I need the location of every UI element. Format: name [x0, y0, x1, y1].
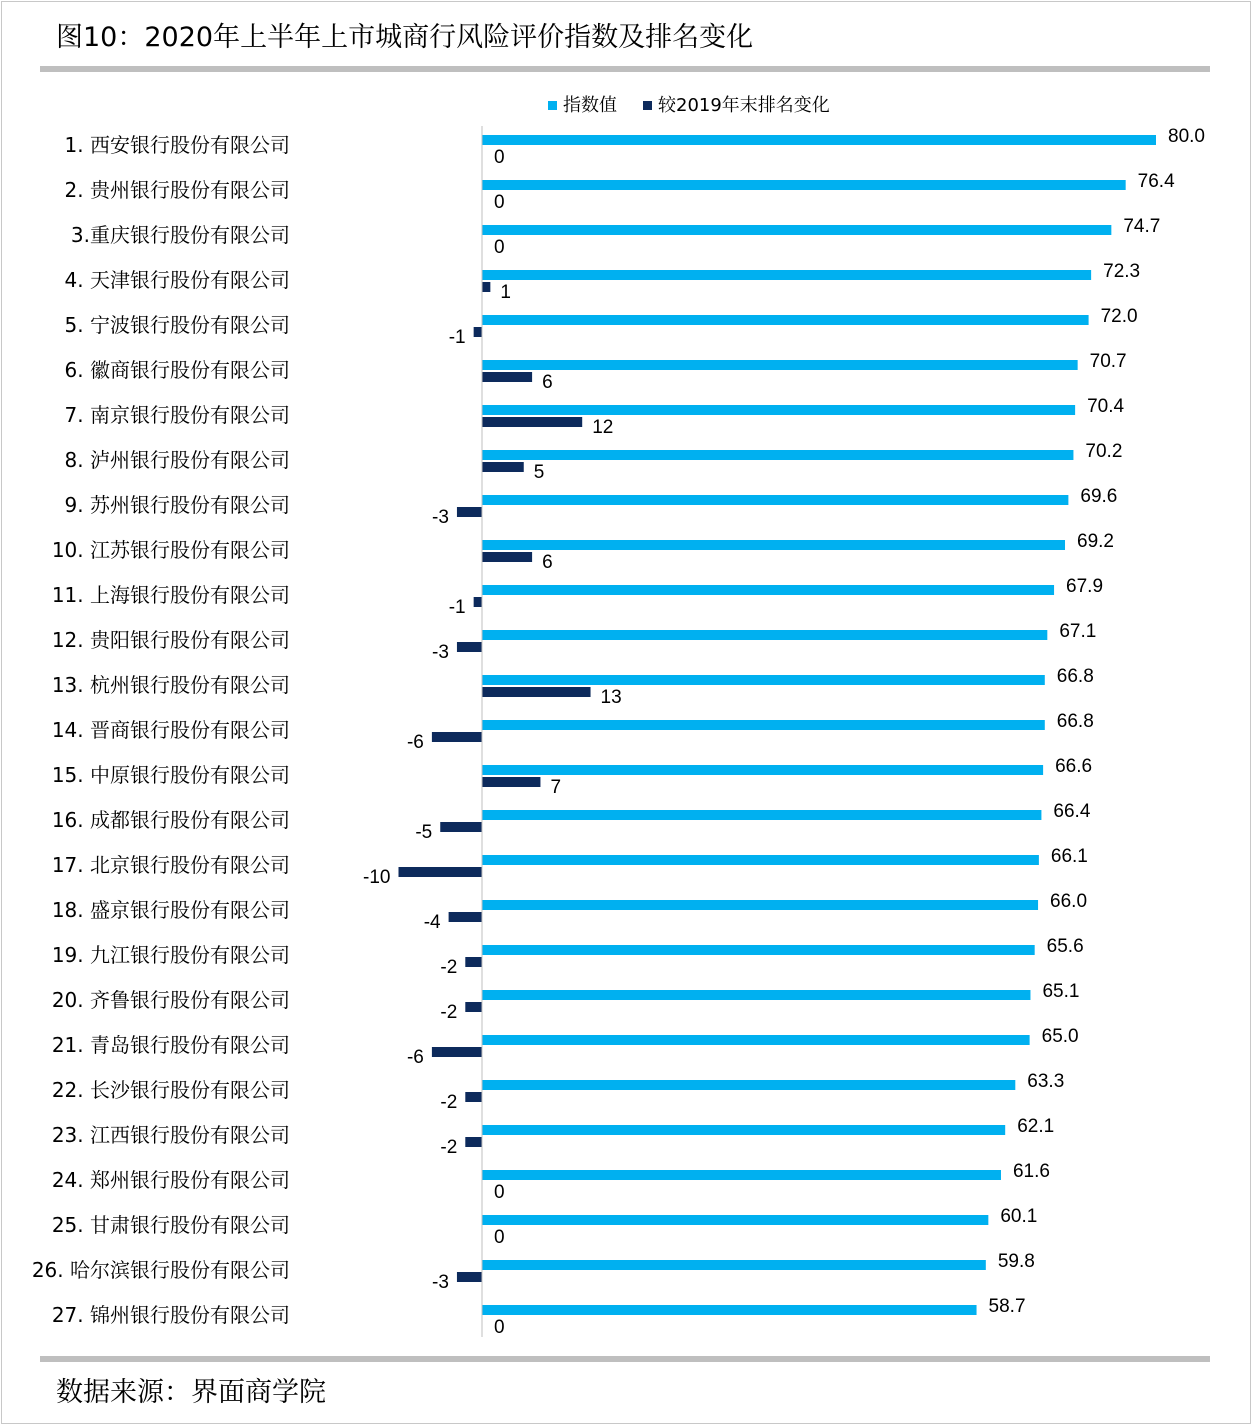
- bank-row: [52, 666, 1094, 708]
- index-bar: [482, 135, 1156, 145]
- category-label: 3.重庆银行股份有限公司: [70, 223, 290, 247]
- rank-change-bar: [457, 1272, 482, 1282]
- rank-change-label: 5: [533, 462, 545, 483]
- index-bar: [482, 1035, 1030, 1045]
- bank-row: [32, 1251, 1035, 1293]
- category-label: 27. 锦州银行股份有限公司: [51, 1303, 290, 1327]
- category-label: 14. 晋商银行股份有限公司: [51, 718, 290, 742]
- index-value-label: 69.6: [1080, 486, 1118, 507]
- bank-row: [52, 981, 1080, 1023]
- rank-change-bar: [482, 417, 582, 427]
- bank-row: [52, 711, 1094, 753]
- bank-row: [52, 1296, 1026, 1338]
- rank-change-label: 0: [494, 237, 505, 258]
- rank-change-label: 13: [600, 687, 622, 708]
- category-label: 4. 天津银行股份有限公司: [64, 268, 290, 292]
- rank-change-label: 0: [494, 1227, 505, 1248]
- rank-change-label: -1: [448, 327, 466, 348]
- rank-change-bar: [482, 777, 540, 787]
- index-value-label: 66.6: [1055, 756, 1093, 777]
- rank-change-bar: [449, 912, 482, 922]
- rank-change-bar: [482, 687, 591, 697]
- index-bar: [482, 810, 1041, 820]
- bank-row: [65, 306, 1138, 348]
- rank-change-label: -6: [406, 1047, 424, 1068]
- category-label: 22. 长沙银行股份有限公司: [51, 1078, 290, 1102]
- index-bar: [482, 315, 1089, 325]
- bar-chart: [0, 80, 1254, 1350]
- category-label: 6. 徽商银行股份有限公司: [64, 358, 290, 382]
- rank-change-bar: [482, 462, 524, 472]
- rank-change-label: -1: [448, 597, 466, 618]
- rank-change-bar: [432, 732, 482, 742]
- index-bar: [482, 855, 1039, 865]
- index-bar: [482, 720, 1045, 730]
- top-divider: [40, 66, 1210, 72]
- category-label: 26. 哈尔滨银行股份有限公司: [31, 1258, 290, 1282]
- rank-change-label: 0: [494, 1182, 505, 1203]
- index-value-label: 66.8: [1056, 666, 1094, 687]
- rank-change-bar: [465, 1092, 482, 1102]
- category-label: 18. 盛京银行股份有限公司: [51, 898, 290, 922]
- index-value-label: 67.1: [1059, 621, 1097, 642]
- rank-change-label: 6: [542, 372, 553, 393]
- bank-row: [52, 621, 1096, 663]
- rank-change-bar: [474, 597, 482, 607]
- rank-change-label: -5: [415, 822, 433, 843]
- legend: [548, 94, 830, 116]
- rank-change-label: 6: [542, 552, 553, 573]
- rank-change-label: -10: [363, 867, 391, 888]
- rank-change-label: -4: [423, 912, 441, 933]
- category-label: 5. 宁波银行股份有限公司: [64, 313, 290, 337]
- index-bar: [482, 1170, 1001, 1180]
- category-label: 13. 杭州银行股份有限公司: [51, 673, 290, 697]
- bank-row: [71, 216, 1160, 258]
- rank-change-bar: [482, 552, 532, 562]
- index-value-label: 65.0: [1041, 1026, 1079, 1047]
- index-bar: [482, 270, 1091, 280]
- bottom-divider: [40, 1356, 1210, 1362]
- rank-change-label: 0: [494, 147, 505, 168]
- index-bar: [482, 990, 1030, 1000]
- index-value-label: 72.0: [1100, 306, 1138, 327]
- category-label: 7. 南京银行股份有限公司: [64, 403, 290, 427]
- index-value-label: 62.1: [1017, 1116, 1055, 1137]
- legend-swatch-2: [643, 101, 652, 110]
- bank-row: [65, 126, 1205, 168]
- index-bar: [482, 180, 1126, 190]
- bank-row: [52, 1206, 1037, 1248]
- category-label: 24. 郑州银行股份有限公司: [51, 1168, 290, 1192]
- rank-change-bar: [432, 1047, 482, 1057]
- bank-row: [65, 441, 1123, 483]
- category-label: 17. 北京银行股份有限公司: [51, 853, 290, 877]
- category-label: 11. 上海银行股份有限公司: [51, 583, 290, 607]
- index-bar: [482, 450, 1073, 460]
- rank-change-bar: [399, 867, 483, 877]
- rank-change-bar: [457, 507, 482, 517]
- index-value-label: 70.4: [1087, 396, 1125, 417]
- index-bar: [482, 585, 1054, 595]
- index-bar: [482, 360, 1078, 370]
- rank-change-bar: [465, 1137, 482, 1147]
- index-value-label: 80.0: [1168, 126, 1205, 147]
- rank-change-bar: [474, 327, 482, 337]
- index-value-label: 66.1: [1050, 846, 1088, 867]
- category-label: 2. 贵州银行股份有限公司: [64, 178, 290, 202]
- bank-row: [65, 261, 1141, 303]
- bank-row: [52, 1071, 1064, 1113]
- index-bar: [482, 945, 1035, 955]
- rank-change-label: -3: [432, 507, 449, 528]
- index-value-label: 65.6: [1046, 936, 1084, 957]
- index-value-label: 61.6: [1012, 1161, 1050, 1182]
- legend-swatch-1: [548, 101, 557, 110]
- index-value-label: 66.8: [1056, 711, 1094, 732]
- category-label: 1. 西安银行股份有限公司: [64, 133, 290, 157]
- bank-row: [52, 756, 1092, 798]
- category-label: 9. 苏州银行股份有限公司: [64, 493, 290, 517]
- index-value-label: 69.2: [1077, 531, 1114, 552]
- index-value-label: 65.1: [1042, 981, 1080, 1002]
- category-label: 23. 江西银行股份有限公司: [51, 1123, 290, 1147]
- bank-row: [52, 1161, 1050, 1203]
- index-bar: [482, 630, 1047, 640]
- rank-change-bar: [457, 642, 482, 652]
- rank-change-bar: [440, 822, 482, 832]
- index-bar: [482, 495, 1068, 505]
- index-bar: [482, 675, 1045, 685]
- index-bar: [482, 405, 1075, 415]
- rank-change-label: -3: [432, 642, 449, 663]
- index-value-label: 70.2: [1085, 441, 1123, 462]
- index-bar: [482, 1080, 1015, 1090]
- rank-change-label: 7: [550, 777, 562, 798]
- chart-title: 图10：2020年上半年上市城商行风险评价指数及排名变化: [56, 22, 754, 53]
- index-value-label: 66.4: [1053, 801, 1091, 822]
- category-label: 16. 成都银行股份有限公司: [51, 808, 290, 832]
- category-label: 15. 中原银行股份有限公司: [51, 763, 290, 787]
- category-label: 8. 泸州银行股份有限公司: [64, 448, 290, 472]
- index-value-label: 70.7: [1089, 351, 1127, 372]
- index-bar: [482, 1260, 986, 1270]
- index-bar: [482, 1125, 1005, 1135]
- category-label: 19. 九江银行股份有限公司: [51, 943, 290, 967]
- rank-change-label: -3: [432, 1272, 449, 1293]
- index-value-label: 58.7: [988, 1296, 1026, 1317]
- index-value-label: 59.8: [997, 1251, 1035, 1272]
- rank-change-label: -2: [440, 957, 458, 978]
- category-label: 10. 江苏银行股份有限公司: [51, 538, 290, 562]
- rank-change-label: -2: [440, 1137, 458, 1158]
- index-bar: [482, 900, 1038, 910]
- legend-label-2: 较2019年末排名变化: [658, 95, 830, 116]
- bank-row: [52, 531, 1114, 573]
- rank-change-label: -2: [440, 1002, 458, 1023]
- bank-row: [65, 396, 1125, 438]
- index-bar: [482, 225, 1111, 235]
- bank-row: [65, 171, 1176, 213]
- bank-row: [52, 576, 1103, 618]
- rank-change-label: 0: [494, 192, 505, 213]
- index-value-label: 72.3: [1103, 261, 1141, 282]
- index-value-label: 76.4: [1137, 171, 1175, 192]
- rank-change-bar: [482, 282, 490, 292]
- index-bar: [482, 1305, 977, 1315]
- index-value-label: 74.7: [1123, 216, 1161, 237]
- rank-change-bar: [465, 1002, 482, 1012]
- category-label: 12. 贵阳银行股份有限公司: [51, 628, 290, 652]
- chart-rows: [32, 126, 1205, 1338]
- rank-change-label: -6: [406, 732, 424, 753]
- bank-row: [52, 801, 1091, 843]
- index-value-label: 60.1: [1000, 1206, 1038, 1227]
- index-value-label: 67.9: [1066, 576, 1104, 597]
- rank-change-label: 0: [494, 1317, 505, 1338]
- rank-change-bar: [482, 372, 532, 382]
- bank-row: [65, 351, 1127, 393]
- index-bar: [482, 1215, 988, 1225]
- category-label: 21. 青岛银行股份有限公司: [51, 1033, 290, 1057]
- bank-row: [52, 891, 1087, 933]
- bank-row: [52, 846, 1088, 888]
- bank-row: [52, 936, 1084, 978]
- rank-change-label: 12: [592, 417, 614, 438]
- rank-change-label: 1: [500, 282, 511, 303]
- category-label: 20. 齐鲁银行股份有限公司: [51, 988, 290, 1012]
- source-note: 数据来源：界面商学院: [56, 1377, 326, 1408]
- bank-row: [52, 1026, 1079, 1068]
- rank-change-label: -2: [440, 1092, 458, 1113]
- category-label: 25. 甘肃银行股份有限公司: [51, 1213, 290, 1237]
- bank-row: [52, 1116, 1054, 1158]
- index-bar: [482, 540, 1065, 550]
- index-value-label: 66.0: [1050, 891, 1088, 912]
- index-bar: [482, 765, 1043, 775]
- index-value-label: 63.3: [1027, 1071, 1065, 1092]
- bank-row: [65, 486, 1118, 528]
- legend-label-1: 指数值: [563, 95, 617, 116]
- rank-change-bar: [465, 957, 482, 967]
